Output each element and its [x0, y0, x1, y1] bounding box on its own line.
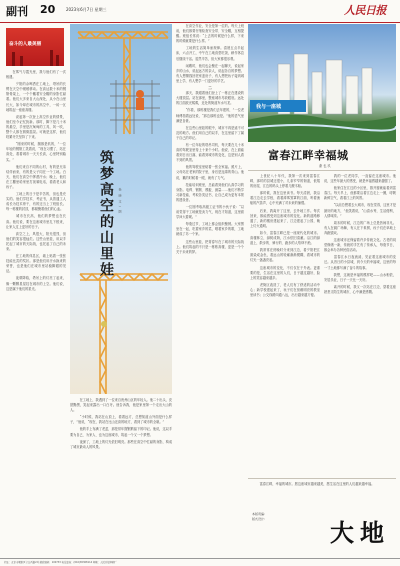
- column-tag-label: 我与一座城: [256, 104, 282, 110]
- feature-ending: 富春江畔，幸福的城市。愿这座城市越来越美，愿生活在这里的人们越来越幸福。: [256, 482, 375, 486]
- editor-line: 本版责编：: [252, 512, 268, 516]
- city-skyline-illustration: [248, 24, 396, 142]
- newspaper-logo: 人民日报: [344, 4, 386, 17]
- article-body-col3: 在高空作业，安全是第一位的。每天上班前，他们都要仔细检查安全带、安全帽，互相提醒。班组长常说：“上去的时候是什么样，下来的时候就要是什么样。” 工地的生活简单而规律。清晨五点半起床，六点开工，中午在工地食堂吃饭，稍作休息后继续干活。虽然辛苦，但大家都很乐观。 闲暇时，他们也会聚在一起聊天，说起家乡的山水，说起远方的亲人，说起各自的梦想。有人想攒钱回老家盖房子，有人想把孩子接到城里上学，有人想学一门更好的手艺。 二 那天，我跟着他们登上了一栋正在建设的大楼顶层。站在那里，整座城市尽收眼底。远处的江面波光粼粼，近处的街道车水马龙。 “你看，那栋楼是我们去年建的，”一位老师傅指着远处说，“那边那栋也是。”他的语气里满是自豪。 在这些山里娃的眼中，城市不再是遥不可及的地方。他们用自己的双手，在这里留下了属于自己的印记。 有一位年轻的塔吊司机，每天要在几十米高的驾驶室里待上十来个小时。他说，在上面能看到日出日落，能看到城市的变化，这是别人看不到的风景。 他的驾驶室里贴着一张全家福。照片上，父母站在老家的院子里，身后是连绵的青山。他说，累的时候看一眼，就有了力气。 技能培训班里，总能看到他们认真学习的身影。电焊、钢筋、模板、测量……他们不断学习新技能，考取各类证书，让自己成为更有本领的建设者。 一位刚考取高级工证书的小伙子说：“以前觉得干工地就是卖力气，现在才知道，这里面学问大着呢。” 每逢过节，工地上都会组织聚餐。大家围坐在一起，吃着家乡的菜，唱着家乡的歌，工地就成了另一个家。 这些山里娃，把青春写在了城市的天际线上。他们筑起的不只是一栋栋高楼，更是一个个关于未来的梦。: [176, 24, 244, 254]
- figure-silhouette: [50, 50, 53, 66]
- issue-date: 2023年6月7日 星期三: [66, 7, 107, 12]
- section-name: 副刊: [6, 5, 28, 18]
- column-tag: [250, 100, 306, 112]
- article-lead: 在雾气与霞光里，我与他们有了一次相遇。: [6, 70, 66, 80]
- supplement-logo: 大地: [330, 518, 390, 547]
- figure-silhouette: [20, 56, 23, 66]
- article-body-col1: 在雾气与霞光里，我与他们有了一次相遇。 夕阳的余晖洒在工地上，塔吊的长臂在天空中缓缓移动。在高达数十米的钢筋骨架上，一个个戴着安全帽的身影忙碌着。他们大多来自大山深处，从小在山里长大，如今却在城市的高空中，一砖一瓦地筑起一座座高楼。 说起第一次登上高空作业的情景，他们至今记忆犹新。那时，脚下是几十米的悬空，手里是沉甸甸的工具，风一吹，整个人都在微微摇晃。可就是这样，他们咬紧牙关坚持了下来。 “刚来的时候，腿都是软的，”一位年轻的钢筋工笑着说，“现在习惯了，站在高处，看着城市一天天长高，心里特别踏实。” 他们来自不同的山村，有的是兄弟结伴而来，有的是父子同在一个工地。白天，他们在高空中挥洒汗水；晚上，他们在工棚里给家里打视频电话，看看老人和孩子。 工地上的日子是辛苦的，但也是充实的。他们学技术、考证书，从普通工人成长为技术骨干，有的还当上了班组长。每一栋楼的封顶，都凝聚着他们的心血。 城市在长高，他们的梦想也在长高。他们说，要在这座城市里扎下根来，让家人过上更好的日子。 高空之上，风很大，阳光很烈，但他们的笑容很灿烂。这些山里娃，用双手托起了城市的天际线，也托起了自己的未来。 在工地的休息区，墙上贴着一张张技能比武的奖状。那是他们用汗水换来的荣誉，也是他们在城市里站稳脚跟的见证。 夜幕降临，塔吊上的灯亮了起来，像一颗颗星星挂在城市的上空。他们说，这是属于他们的星光。: [6, 70, 66, 291]
- editor-credits: [252, 512, 267, 522]
- column-banner: [6, 28, 64, 66]
- article-body-col2: 在工地上，我遇到了一位来自贵州山区的年轻人。他二十出头，皮肤黝黑，笑起来露出一口白牙。他告诉我，他是家里第一个走出大山的人。 “小时候，我站在山顶上，看着远方，总想知道山外面是什么样子，”他说，“现在，我站在比山还高的地方，看到了城市的全貌。” 他的手上布满了老茧，那是常年握钢筋留下的印记。他说，这双手要为自己、为家人、也为这座城市，筑起一个又一个梦想。 夜深了，工地上的灯光依旧明亮。那些在高空中忙碌的身影，构成了城市最动人的风景。: [70, 398, 172, 449]
- figure-silhouette: [12, 52, 15, 66]
- feature-author: 谢 也 玖: [319, 164, 331, 168]
- designer-line: 版式设计：: [252, 517, 268, 521]
- feature-body-col2: 我的一位老同学，一直留在这座城市。他说，这些年最大的感受，就是幸福感越来越强了。 他家住在江边的小区里，推开窗就能看到富春江。每天早上，他都要沿着江边走上一圈，呼吸新鲜空气，看看江上的风景。 “以前总想着去大城市，现在觉得，这里才是最好的地方，”他笑着说，“山清水秀，生活便利，人情味浓。” 周末的时候，江边的广场上总是热闹非凡。有人在跳广场舞，有人在下象棋，孩子们在草地上奔跑嬉戏。 这座城市还保留着许多传统文化。古老的祠堂修缮一新，传统的手艺有了传承人，每逢节日，都会举办各种民俗活动。 富春江水日夜流淌，见证着这座城市的变迁。从昔日的小县城，到今天的幸福城，这里的每一寸土地都写满了奋斗的故事。 我想，这就是幸福的模样吧——山水相依，安居乐业，日子一天比一天好。 离开的时候，我又一次站在江边，望着这座熟悉又陌生的城市，心中满是感慨。: [324, 174, 396, 294]
- section-divider: 二: [208, 86, 212, 91]
- figure-silhouette: [56, 55, 59, 66]
- divider: [248, 170, 396, 171]
- banner-title: 奋斗的人最美丽: [9, 42, 42, 47]
- page-number: 20: [40, 3, 56, 16]
- masthead: [0, 0, 400, 23]
- divider: [248, 478, 396, 479]
- article-byline: 杨 晓 文 / 图: [118, 188, 122, 214]
- feature-title: 富春江畔幸福城: [268, 149, 349, 162]
- feature-body-col1: 上世纪八十年代，我第一次来到富春江畔，那时的县城还很小，几条窄窄的街道，低矮的房屋，江边的码头上停着几艘木船。 那时候，我在这里读书。每天清晨，我沿着江边走去学校，看着薄雾笼罩的江面，听着渔船的汽笛声，心中充满了对未来的憧憬。 后来，我离开了这里，去外地工作。每次回来，都能感受到这座城市的变化。新的道路修通了，新的楼房建起来了，江边建起了公园，晚上灯火通明。 如今，富春江畔已是一座现代化的城市。高楼林立，绿树成荫，江水依旧清澈。沿江的绿道上，散步的、骑行的、跑步的人络绎不绝。 我常常在傍晚时分来到江边，看夕阳把江面染成金色，看远山的轮廓渐渐模糊，看城市的灯光一盏盏亮起。 这座城市的变化，不仅仅在于外表。更重要的是，生活在这里的人们，日子越过越好，脸上的笑容越来越多。 老街区改造了，老人们有了舒适的活动中心；新学校建起来了，孩子们在宽敞明亮的教室里读书；公交线路四通八达，出行越来越方便。: [250, 174, 320, 297]
- article-title: 筑梦高空的山里娃: [98, 150, 114, 278]
- footer-info: 社址：北京市朝阳区金台西路2号 邮政编码：100733 电话查询：(010)65368114 印刷：人民日报印刷厂: [4, 561, 117, 564]
- feature-illustration: [248, 24, 396, 142]
